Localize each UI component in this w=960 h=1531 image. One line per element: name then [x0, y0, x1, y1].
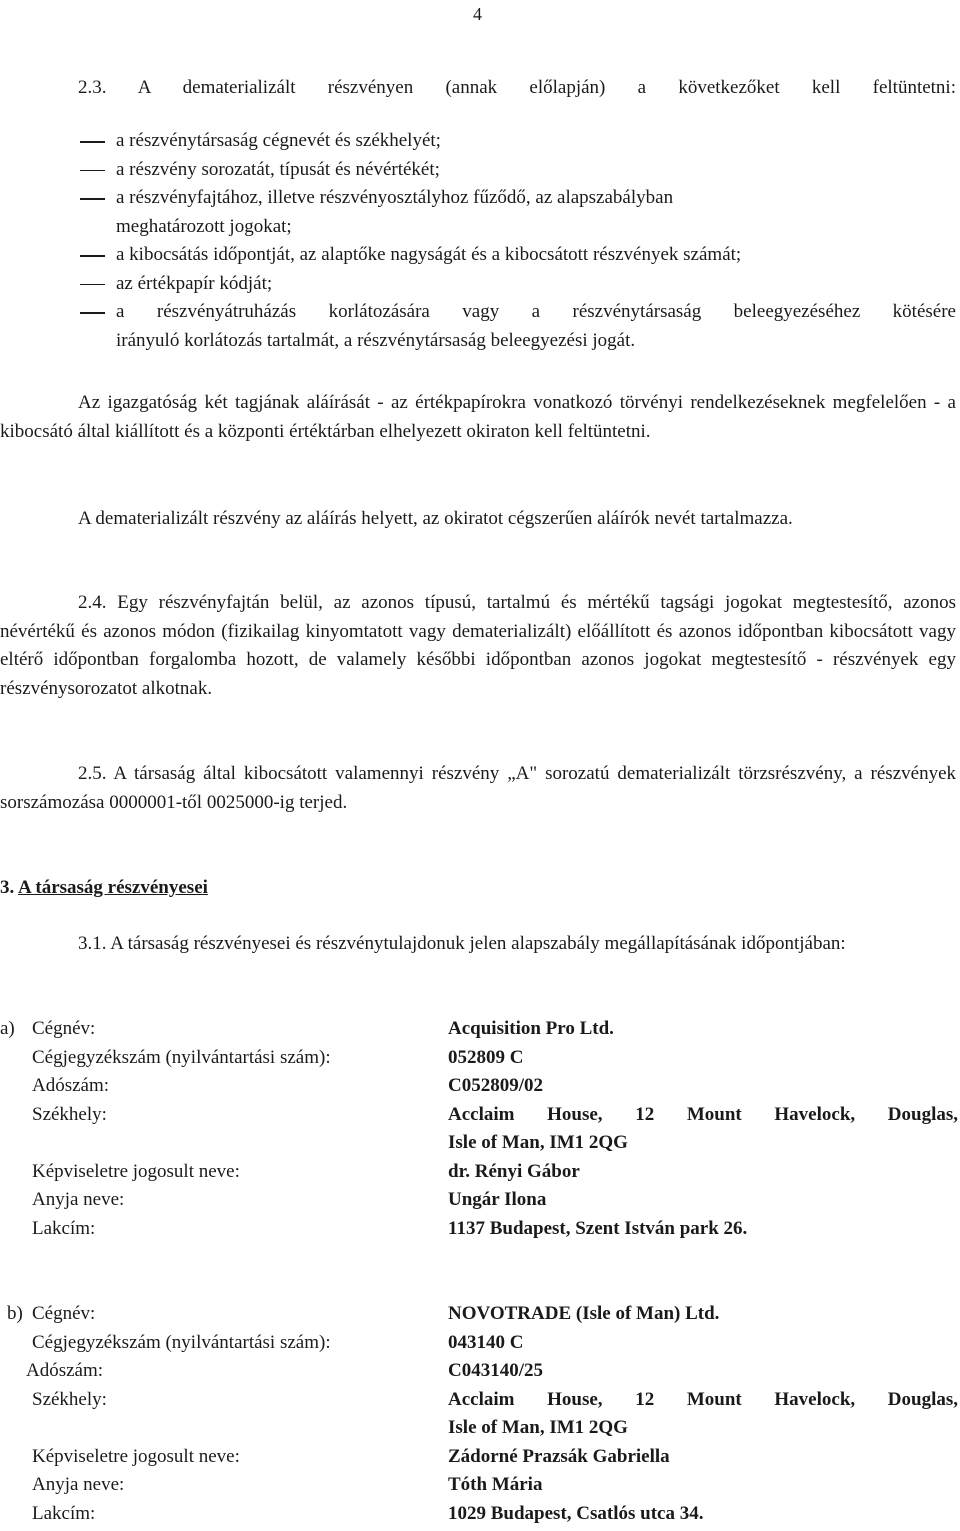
- section-3-heading: 3. A társaság részvényesei: [0, 877, 208, 898]
- label: Adószám:: [32, 1075, 110, 1096]
- field-row: [0, 1329, 958, 1358]
- company-name: NOVOTRADE (Isle of Man) Ltd.: [448, 1303, 720, 1324]
- field-row: [0, 1015, 958, 1044]
- section-3-1: 3.1. A társaság részvényesei és részvénytulajdonuk jelen alapszabály megállapításának időpontjában:: [78, 933, 846, 954]
- label: Székhely:: [32, 1103, 107, 1125]
- dash-bullet: [80, 255, 105, 257]
- list-item: a részvényfajtához, illetve részvényosztályhoz fűződő, az alapszabályban meghatározott jogokat;: [80, 184, 956, 241]
- dash-bullet: [80, 198, 105, 200]
- dash-bullet: [80, 312, 105, 314]
- field-row: [0, 1215, 958, 1244]
- field-row: [0, 1129, 958, 1158]
- list-prefix: b): [7, 1303, 23, 1324]
- tax-number: C043140/25: [448, 1360, 543, 1381]
- label: Lakcím:: [32, 1502, 96, 1524]
- label: Cégjegyzékszám (nyilvántartási szám):: [32, 1331, 331, 1353]
- field-row: [0, 1044, 958, 1073]
- seat-line-1: Acclaim House, 12 Mount Havelock, Douglas,: [448, 1388, 958, 1410]
- label: Cégjegyzékszám (nyilvántartási szám):: [32, 1046, 331, 1068]
- page-number: 4: [473, 4, 482, 24]
- field-row: [0, 1357, 958, 1386]
- section-3-title: A társaság részvényesei: [17, 877, 208, 898]
- list-item: a részvénytársaság cégnevét és székhelyét;: [80, 127, 956, 156]
- dash-bullet: [80, 284, 105, 286]
- label: Anyja neve:: [32, 1189, 125, 1210]
- label: Cégnév:: [32, 1018, 96, 1039]
- mother-name: Ungár Ilona: [448, 1189, 547, 1210]
- seat-line-2: Isle of Man, IM1 2QG: [448, 1417, 628, 1438]
- seat-line-1: Acclaim House, 12 Mount Havelock, Douglas,: [448, 1103, 958, 1125]
- dash-bullet: [80, 170, 105, 172]
- registration-number: 043140 C: [448, 1331, 524, 1353]
- field-row: [0, 1414, 958, 1443]
- field-row: [0, 1300, 958, 1329]
- field-row: [0, 1386, 958, 1415]
- list-item: az értékpapír kódját;: [80, 270, 956, 299]
- field-row: [0, 1158, 958, 1187]
- section-2-4: 2.4. Egy részvényfajtán belül, az azonos típusú, tartalmú és mértékű tagsági jogokat megtestesítő, azonos névértékű és azonos módon (fizikailag kinyomtatott vagy dematerializált) előállított és azonos időpontban kibocsátott vagy eltérő időpontban forgalomba hozott, de valamely későbbi időpontban azonos jogokat megtestesítő - részvények egy részvénysorozatot alkotnak.: [0, 592, 956, 699]
- label: Képviseletre jogosult neve:: [32, 1445, 240, 1467]
- label: Székhely:: [32, 1388, 107, 1410]
- seat-line-2: Isle of Man, IM1 2QG: [448, 1132, 628, 1153]
- field-row: [0, 1072, 958, 1101]
- address: 1137 Budapest, Szent István park 26.: [448, 1217, 748, 1239]
- shareholder-b: [0, 1300, 958, 1528]
- label: Adószám:: [26, 1360, 104, 1381]
- tax-number: C052809/02: [448, 1075, 543, 1096]
- list-item: a részvényátruházás korlátozására vagy a részvénytársaság beleegyezéséhez kötésére irányuló korlátozás tartalmát, a részvénytársaság beleegyezési jogát.: [80, 298, 956, 355]
- requirements-list: [80, 127, 956, 355]
- dash-bullet: [80, 141, 105, 143]
- company-name: Acquisition Pro Ltd.: [448, 1018, 614, 1039]
- shareholder-a: [0, 1015, 958, 1243]
- label: Anyja neve:: [32, 1474, 125, 1495]
- address: 1029 Budapest, Csatlós utca 34.: [448, 1502, 704, 1524]
- section-2-3-intro: 2.3. A dematerializált részvényen (annak előlapján) a következőket kell feltüntetni:: [78, 77, 956, 98]
- paragraph-dematerialized: A dematerializált részvény az aláírás helyett, az okiratot cégszerűen aláírók nevét tartalmazza.: [78, 508, 793, 529]
- representative-name: Zádorné Prazsák Gabriella: [448, 1445, 670, 1467]
- representative-name: dr. Rényi Gábor: [448, 1160, 580, 1182]
- list-item: a részvény sorozatát, típusát és névértékét;: [80, 156, 956, 185]
- field-row: [0, 1500, 958, 1529]
- field-row: [0, 1471, 958, 1500]
- list-prefix: a): [0, 1018, 15, 1039]
- field-row: [0, 1186, 958, 1215]
- registration-number: 052809 C: [448, 1046, 524, 1068]
- label: Lakcím:: [32, 1217, 96, 1239]
- field-row: [0, 1101, 958, 1130]
- label: Cégnév:: [32, 1303, 96, 1324]
- label: Képviseletre jogosult neve:: [32, 1160, 240, 1182]
- list-item: a kibocsátás időpontját, az alaptőke nagyságát és a kibocsátott részvények számát;: [80, 241, 956, 270]
- mother-name: Tóth Mária: [448, 1474, 543, 1495]
- section-2-5: 2.5. A társaság által kibocsátott valamennyi részvény „A" sorozatú dematerializált törzsrészvény, a részvények sorszámozása 0000001-től 0025000-ig terjed.: [0, 763, 956, 813]
- field-row: [0, 1443, 958, 1472]
- paragraph-signatures: Az igazgatóság két tagjának aláírását - az értékpapírokra vonatkozó törvényi rendelkezéseknek megfelelően - a kibocsátó által kiállított és a központi értéktárban elhelyezett okiraton kell feltüntetni.: [0, 392, 956, 442]
